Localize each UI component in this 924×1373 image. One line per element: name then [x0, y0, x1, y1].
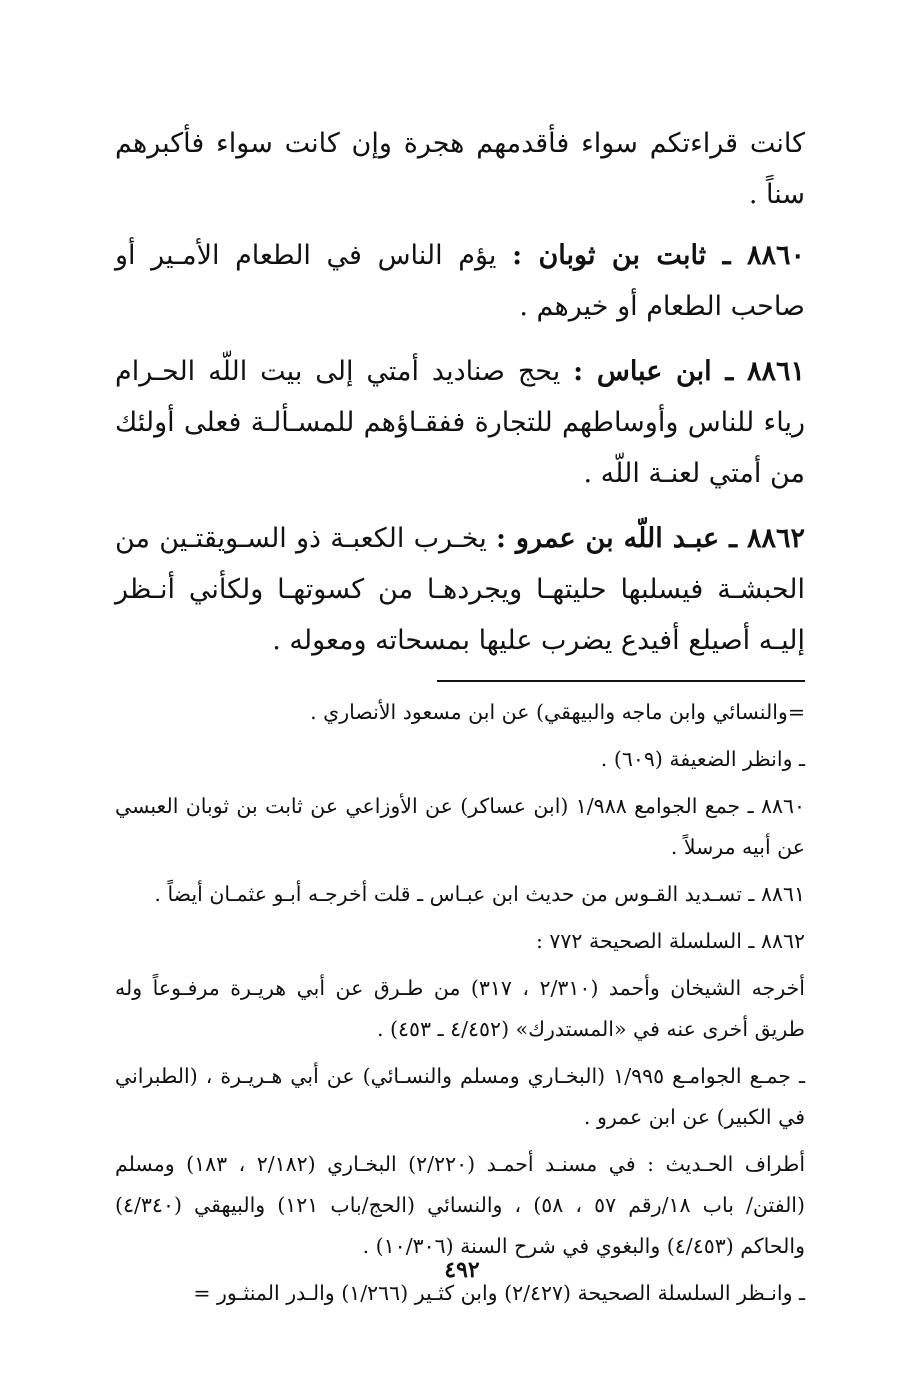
entry-heading: ٨٨٦٢ ـ عبـد اللّه بن عمرو : — [495, 523, 805, 554]
entry-heading: ٨٨٦١ ـ ابن عباس : — [573, 356, 805, 387]
footnote-line: ٨٨٦٠ ـ جمع الجوامع ١/٩٨٨ (ابن عساكر) عن الأوزاعي عن ثابت بن ثوبان العبسي عن أبيه مرسلاً . — [115, 794, 806, 859]
entry-text: يحج صناديد أمتي إلى بيت اللّه الحـرام رياء للناس وأوساطهم للتجارة ففقـاؤهم للمسـألـة فعلى أولئك من أمتي لعنـة اللّه . — [115, 356, 805, 489]
footnotes — [115, 692, 805, 1314]
footnote-line: أخرجه الشيخان وأحمد (٢/٣١٠ ، ٣١٧) من طـرق عن أبي هريـرة مرفـوعاً وله طريق أخرى عنه في «المستدرك» (٤/٤٥٢ ـ ٤٥٣) . — [115, 976, 805, 1041]
intro-paragraph: كانت قراءتكم سواء فأقدمهم هجرة وإن كانت سواء فأكبرهم سناً . — [115, 128, 805, 210]
footnote-divider — [437, 680, 805, 682]
entry-text: يؤم الناس في الطعام الأمـير أو صاحب الطعام أو خيرهم . — [115, 240, 805, 322]
hadith-entry-8860 — [115, 230, 805, 332]
hadith-entry-8862 — [115, 513, 805, 666]
entry-text: يخـرب الكعبـة ذو السـويقتـين من الحبشـة فيسلبها حليتهـا ويجردهـا من كسوتهـا ولكأني أنـظر إليـه أصيلع أفيدع يضرب عليها بمسحاته ومعوله . — [115, 523, 805, 656]
footnote-line: ـ جمـع الجوامـع ١/٩٩٥ (البخـاري ومسلم والنسـائي) عن أبي هـريـرة ، (الطبراني في الكبير) عن ابن عمرو . — [115, 1064, 806, 1129]
page-body — [115, 118, 805, 1320]
footnote-line: ـ وانظر الضعيفة (٦٠٩) . — [600, 747, 805, 771]
page-number: ٤٩٢ — [444, 1257, 480, 1283]
footnote-line: ٨٨٦١ ـ تسـديد القـوس من حديث ابن عبـاس ـ قلت أخرجـه أبـو عثمـان أيضاً . — [154, 882, 805, 906]
footnote-line: =والنسائي وابن ماجه والبيهقي) عن ابن مسعود الأنصاري . — [310, 700, 805, 724]
entry-heading: ٨٨٦٠ ـ ثابت بن ثوبان : — [512, 240, 805, 271]
footnote-line: ٨٨٦٢ ـ السلسلة الصحيحة ٧٧٢ : — [535, 929, 805, 953]
footnote-line: ـ وانـظر السلسلة الصحيحة (٢/٤٢٧) وابن كثـير (١/٢٦٦) والـدر المنثـور = — [193, 1281, 805, 1305]
footnote-line: أطراف الحـديث : في مسنـد أحمـد (٢/٢٢٠) البخـاري (٢/١٨٢ ، ١٨٣) ومسلم (الفتن/ باب ١٨/رقم ٥٧ ، ٥٨) ، والنسائي (الحج/باب ١٢١) والبيهقي (٤/٣٤٠) والحاكم (٤/٤٥٣) والبغوي في شرح السنة (١٠/٣٠٦) . — [115, 1152, 806, 1258]
main-text — [115, 118, 805, 666]
hadith-entry-8861 — [115, 346, 805, 499]
